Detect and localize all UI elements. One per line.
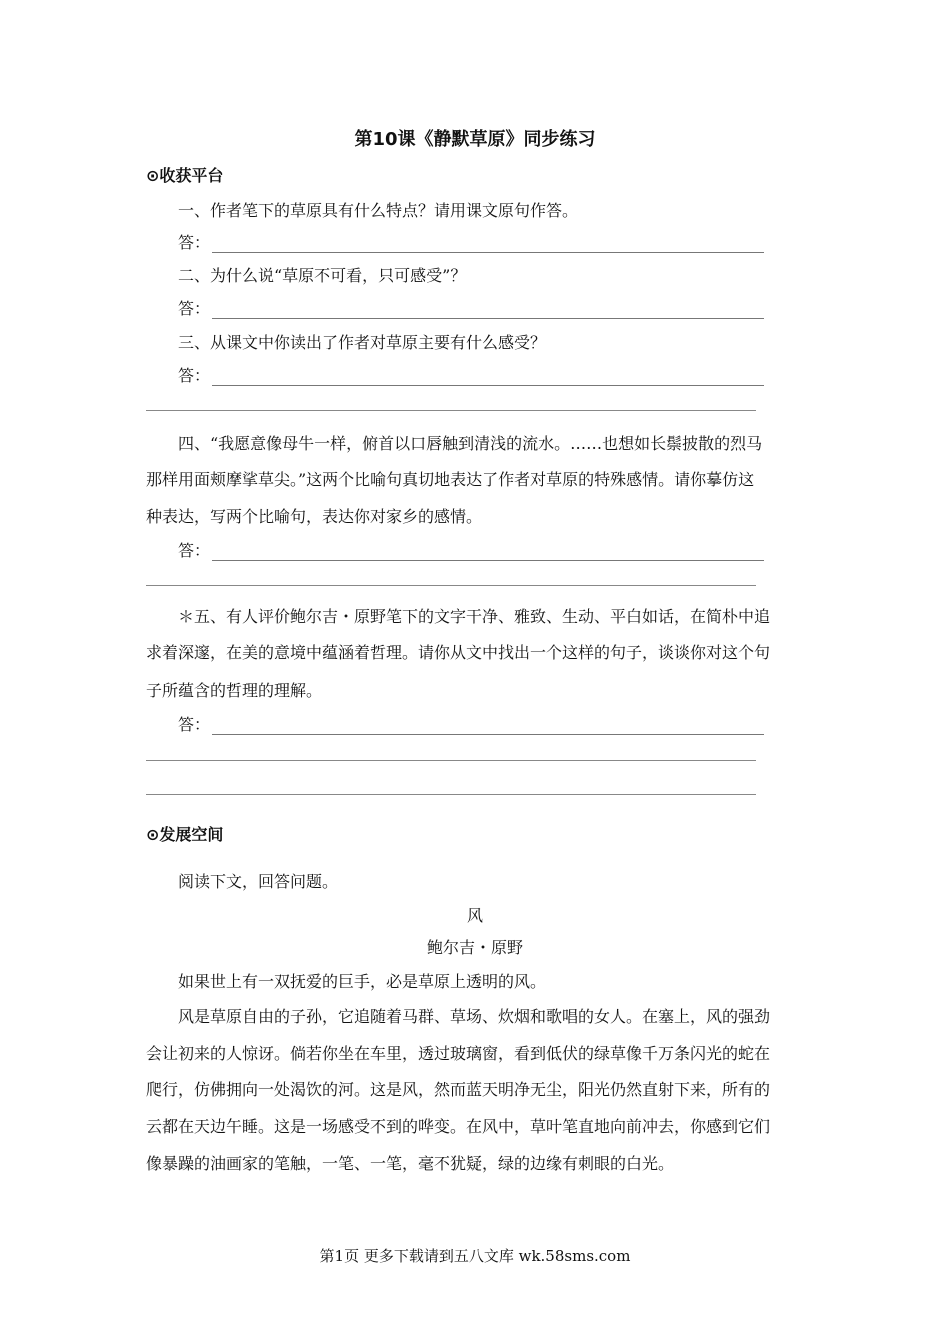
answer-extra-line[interactable] [146, 410, 756, 411]
answer-line[interactable] [212, 238, 764, 253]
answer-label: 答： [178, 366, 211, 385]
answer-label: 答： [178, 715, 211, 734]
question-5-line-1: ＊五、有人评价鲍尔吉・原野笔下的文字干净、雅致、生动、平白如话，在简朴中追 [178, 607, 771, 626]
answer-row-3 [178, 363, 764, 386]
reading-instruction: 阅读下文，回答问题。 [178, 872, 339, 891]
answer-label: 答： [178, 299, 211, 318]
passage-paragraph-2-line-2: 会让初来的人惊讶。倘若你坐在车里，透过玻璃窗，看到低伏的绿草像千万条闪光的蛇在 [146, 1044, 771, 1063]
answer-row-5 [178, 712, 764, 735]
answer-label: 答： [178, 233, 211, 252]
question-4-line-1: 四、“我愿意像母牛一样，俯首以口唇触到清浅的流水。……也想如长鬃披散的烈马 [178, 434, 763, 453]
passage-paragraph-2-line-5: 像暴躁的油画家的笔触，一笔、一笔，毫不犹疑，绿的边缘有刺眼的白光。 [146, 1154, 675, 1173]
question-3: 三、从课文中你读出了作者对草原主要有什么感受？ [178, 333, 547, 352]
question-1: 一、作者笔下的草原具有什么特点？请用课文原句作答。 [178, 201, 579, 220]
answer-row-2 [178, 296, 764, 319]
answer-line[interactable] [212, 371, 764, 386]
passage-paragraph-1: 如果世上有一双抚爱的巨手，必是草原上透明的风。 [178, 972, 547, 991]
answer-extra-line[interactable] [146, 585, 756, 586]
passage-paragraph-2-line-1: 风是草原自由的子孙，它追随着马群、草场、炊烟和歌唱的女人。在塞上，风的强劲 [178, 1007, 771, 1026]
answer-line[interactable] [212, 546, 764, 561]
section-heading-harvest: ⊙收获平台 [146, 166, 224, 185]
question-2: 二、为什么说“草原不可看，只可感受”？ [178, 266, 467, 285]
section-heading-development: ⊙发展空间 [146, 825, 224, 844]
question-5-line-3: 子所蕴含的哲理的理解。 [146, 681, 323, 700]
answer-extra-line[interactable] [146, 760, 756, 761]
question-4-line-2: 那样用面颊摩挲草尖。”这两个比喻句真切地表达了作者对草原的特殊感情。请你摹仿这 [146, 470, 755, 489]
answer-row-1 [178, 230, 764, 253]
page-title: 第10课《静默草原》同步练习 [354, 129, 596, 150]
question-4-line-3: 种表达，写两个比喻句，表达你对家乡的感情。 [146, 507, 483, 526]
passage-title: 风 [466, 906, 483, 925]
question-5-line-2: 求着深邃，在美的意境中蕴涵着哲理。请你从文中找出一个这样的句子，谈谈你对这个句 [146, 643, 771, 662]
page-footer: 第1页 更多下载请到五八文库 wk.58sms.com [319, 1247, 631, 1265]
answer-label: 答： [178, 541, 211, 560]
answer-line[interactable] [212, 304, 764, 319]
passage-paragraph-2-line-4: 云都在天边午睡。这是一场感受不到的哗变。在风中，草叶笔直地向前冲去，你感到它们 [146, 1117, 771, 1136]
answer-extra-line[interactable] [146, 794, 756, 795]
answer-row-4 [178, 538, 764, 561]
answer-line[interactable] [212, 720, 764, 735]
passage-paragraph-2-line-3: 爬行，仿佛拥向一处渴饮的河。这是风，然而蓝天明净无尘，阳光仍然直射下来，所有的 [146, 1080, 771, 1099]
passage-author: 鲍尔吉・原野 [426, 938, 523, 957]
